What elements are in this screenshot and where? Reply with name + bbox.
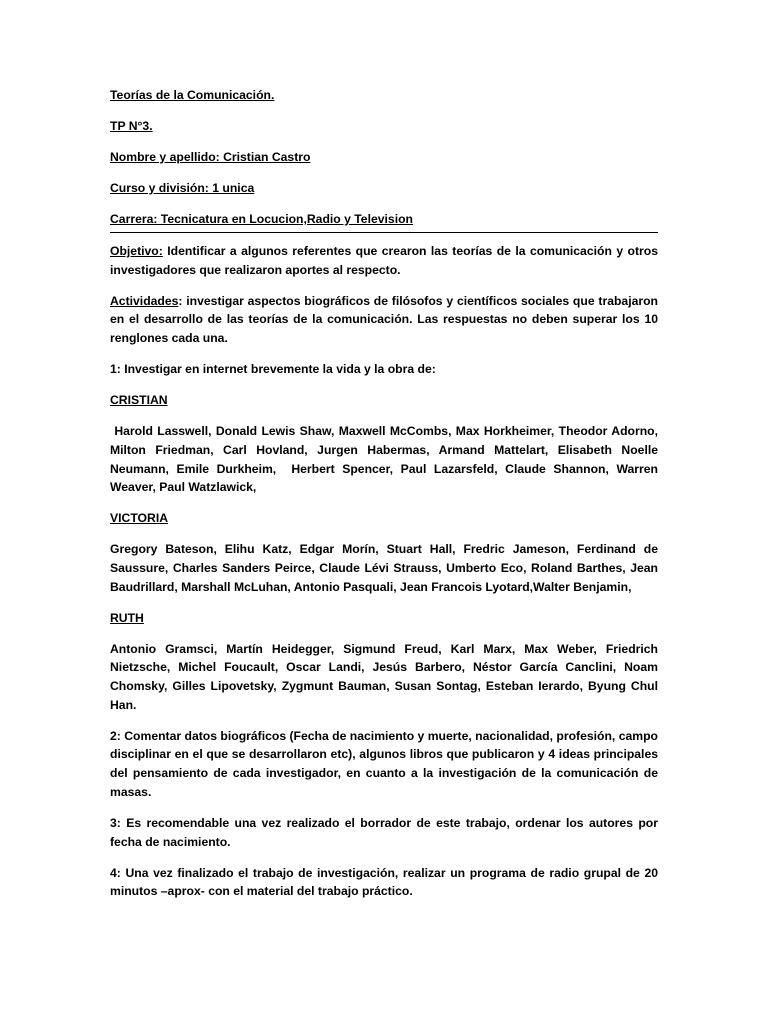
objective-label: Objetivo: (110, 244, 163, 258)
document-page (110, 86, 662, 913)
item-1: 1: Investigar en internet brevemente la vida y la obra de: (110, 362, 436, 377)
group-name-ruth: RUTH (110, 610, 144, 625)
group-authors-cristian: Harold Lasswell, Donald Lewis Shaw, Maxwell McCombs, Max Horkheimer, Theodor Adorno, Milton Friedman, Carl Hovland, Jurgen Habermas, Armand Mattelart, Elisabeth Noelle Neumann, Emile Durkheim, Herbert Spencer, Paul Lazarsfeld, Claude Shannon, Warren Weaver, Paul Watzlawick, (110, 424, 662, 495)
group-name-cristian: CRISTIAN (110, 393, 168, 408)
item-3: 3: Es recomendable una vez realizado el borrador de este trabajo, ordenar los autores por fecha de nacimiento. (110, 815, 658, 849)
objective-paragraph (110, 242, 658, 279)
item-4: 4: Una vez finalizado el trabajo de investigación, realizar un programa de radio grupal de 20 minutos –aprox- con el material del trabajo práctico. (110, 865, 658, 899)
student-name: Nombre y apellido: Cristian Castro (110, 150, 311, 164)
subject-title: Teorías de la Comunicación. (110, 88, 275, 102)
course-division: Curso y división: 1 unica (110, 181, 255, 195)
tp-number: TP N°3. (110, 119, 153, 133)
group-authors-ruth: Antonio Gramsci, Martín Heidegger, Sigmund Freud, Karl Marx, Max Weber, Friedrich Nietzsche, Michel Foucault, Oscar Landi, Jesús Barbero, Néstor García Canclini, Noam Chomsky, Gilles Lipovetsky, Zygmunt Bauman, Susan Sontag, Esteban Ierardo, Byung Chul Han. (110, 641, 658, 712)
activities-paragraph (110, 292, 658, 348)
group-authors-victoria: Gregory Bateson, Elihu Katz, Edgar Morín, Stuart Hall, Fredric Jameson, Ferdinand de Saussure, Charles Sanders Peirce, Claude Lévi Strauss, Umberto Eco, Roland Barthes, Jean Baudrillard, Marshall McLuhan, Antonio Pasquali, Jean Francois Lyotard,Walter Benjamin, (110, 542, 658, 594)
activities-text: : investigar aspectos biográficos de filósofos y científicos sociales que trabajaron en el desarrollo de las teorías de la comunicación. Las respuestas no deben superar los 10 renglones cada una. (110, 293, 658, 346)
activities-label: Actividades (110, 293, 179, 308)
group-name-victoria: VICTORIA (110, 511, 169, 526)
item-2: 2: Comentar datos biográficos (Fecha de nacimiento y muerte, nacionalidad, profesión, campo disciplinar en el que se desarrollaron etc), algunos libros que publicaron y 4 ideas principales del pensamiento de cada investigador, en cuanto a la investigación de la comunicación de masas. (110, 728, 658, 799)
career: Carrera: Tecnicatura en Locucion,Radio y Television (110, 212, 413, 226)
objective-text: Identificar a algunos referentes que crearon las teorías de la comunicación y otros investigadores que realizaron aportes al respecto. (110, 244, 658, 277)
header-divider (110, 232, 658, 233)
